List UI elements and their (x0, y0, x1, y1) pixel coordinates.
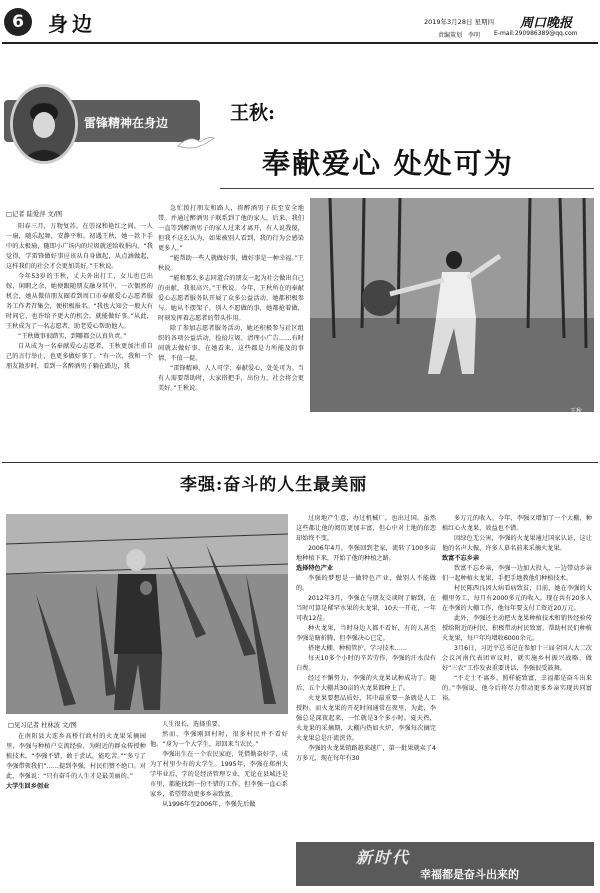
lei-feng-portrait-icon (13, 87, 75, 161)
bottom-banner-left: 新时代 (356, 848, 411, 867)
paragraph: 搭建大棚、种植管护、学习技术…… (308, 645, 407, 652)
section-title: 身边 (48, 12, 96, 36)
story2-headline: 李强:奋斗的人生最美丽 (180, 475, 368, 495)
editor-line: 责编策划 李明 (438, 32, 481, 39)
paragraph: “不走土不离乡，照样能致富，幸福都是奋斗出来的。”李强说，他今后将尽力带动更多乡亲实现共同富裕。 (442, 675, 592, 702)
bottom-banner-right: 幸福都是奋斗出来的 (420, 868, 519, 881)
paragraph: 除了参加志愿者服务活动，她还积极参与社区组织的各项公益活动，捡拾垃圾、清理小广告……有时间就去做好事，在她看来，这些都是力所能及的事情，不值一提。 (158, 325, 304, 362)
story1-headline: 奉献爱心 处处可为 (262, 147, 514, 180)
section-subhead: 选择特色产业 (296, 565, 334, 572)
section-subhead: 大学生回乡创业 (6, 783, 50, 790)
paragraph: 李强的梦想是一做特色产业，做别人不能做的。 (296, 575, 436, 592)
headline-rule (220, 188, 594, 189)
paragraph: 此外，李强还主动把火龙果种植技术和销售经验传授给附近的村民，积极带动村民致富，帮助村民们种植火龙果，每户年均增收6000余元。 (442, 615, 592, 642)
paragraph: 火龙果要想品质好，其中最重要一条就是人工授粉。而火龙果的开花时间通常在夜里，为此，李强总是深夜起来，一忙就是3个多小时。夏天热，火龙果的采摘期，大棚内热如火炉，李强每次摘完火龙果总是汗流浃背。 (296, 695, 436, 742)
paragraph: “能和那么多志同道合的朋友一起为社会做出自己的贡献，我很高兴。”王秋说。今年，王秋所在的奉献爱心志愿者服务队开展了众多公益活动，她都积极参与。她从不摆架子，别人不愿做的事，她都抢着做，时刻发挥着志愿者的带头作用。 (158, 275, 304, 322)
paragraph: 每天10多个小时的辛苦劳作，李强的汗水没有白费。 (296, 655, 436, 672)
story1-banner-label: 雷锋精神在身边 (84, 116, 169, 130)
paragraph: 然而，李强刚回村时，很多村民并不看好他。“身为一个大学生，却回来当农民。” (150, 731, 288, 748)
paragraph: 村民陈西良因大病看病致贫，目前，她在李强的大棚里务工，每月有2000多元的收入。现在共有20多人在李强的大棚工作，他每年要支付工资近20万元。 (442, 585, 592, 612)
story2-byline: □见习记者 杜林波 文/图 (8, 722, 77, 729)
paragraph: 种火龙果，当时身边人都不看好，有的人甚至李强是瞎折腾，但李强决心已定。 (296, 625, 436, 642)
date-line: 2019年3月28日 星期四 (424, 18, 495, 26)
page-number: 6 (12, 12, 24, 32)
paragraph: “雷锋精神，人人可学；奉献爱心，处处可为。当有人需要帮助时，大家搭把手，出份力，社会将会更美好。”王秋说。 (158, 365, 304, 392)
paragraph: 致富不忘乡亲，李强一边加大投入，一边带动乡亲们一起种植火龙果，手把手地教他们种植技术。 (442, 565, 592, 582)
paragraph: 阳春三月，万物复苏，在崇禄和艳红之间，一人一扇，随乐起舞，安静平和。初遇王秋，她一款下手中的太极扇，随即小广场内的垃圾就送给收捐内。“我觉得，学雷锋做好事应该从自身做起，从点滴做起，这样我们的社会才会更加美好。”王秋说。 (6, 223, 153, 270)
story1-column-2 (158, 204, 304, 458)
paragraph: 李强出生在一个农民家庭，凭借勤奋好学，成为了村里少有的大学生。1995年，李强在郑州大学毕业后，学的是经济管理专业，无论在县城还是市里，都能找到一份不错的工作。但李强一直心系家乡，希望带动更多乡亲致富。 (150, 751, 288, 798)
email-line: E-mail:290986389@qq.com (494, 30, 578, 37)
paragraph: 人生很长，选择重要。 (162, 721, 224, 728)
story2-column-2 (150, 720, 288, 884)
header-rule (2, 42, 598, 44)
paragraph: 今年53岁的王秋，丈夫外出打工，女儿也已出嫁，闲暇之余，她便跟随朋友融身其中，一次偶然的机会，她从微信朋友圈看到周口市奉献爱心志愿者服务工作者召集会，便积极报名。“我也大知会一般大有时间它，也许给予更大的机会，就能做好事。”从此，王秋成为了一名志愿者，助老爱心帮助他人。 (6, 273, 153, 330)
portrait-medallion (10, 84, 78, 164)
paragraph: “王秋做事很踏实，到哪都会认真负责。” (18, 333, 127, 340)
story1-name-title: 王秋: (230, 102, 276, 124)
paragraph: 李强的火龙果销路越来越广，第一批果就卖了4万多元，现在每年有30 (296, 745, 436, 762)
section-subhead: 致富不忘乡亲 (442, 555, 480, 562)
tai-chi-photo-image (310, 198, 594, 412)
paragraph: 从1996年至2006年，李强先后做 (162, 801, 256, 808)
story2-column-4 (442, 514, 592, 838)
dragon-fruit-greenhouse-image (6, 514, 288, 714)
paragraph: 2012年3月，李强在与朋友交谈时了解到，在当时可算是稀罕水果的火龙果，10天一开花，一年可收12茬。 (296, 595, 436, 622)
story2-column-3 (296, 514, 436, 838)
paragraph: 自从成为一名奉献爱心志愿者，王秋更加注重自己的言行举止，也更多做好事了。“有一次，我和一个朋友散步时，看到一名醉酒男子躺在路边，我 (6, 343, 153, 370)
dove-icon (176, 132, 216, 152)
page-number-badge (4, 8, 32, 36)
section-divider (2, 462, 598, 463)
paragraph: 经过不懈努力，李强的火龙果试种成功了。随后，五个大棚共30亩的火龙果都种上了。 (296, 675, 436, 692)
story1-byline: □记者 陆爱萍 文/图 (6, 211, 63, 218)
story1-photo-caption: 王秋 (570, 408, 583, 415)
paragraph: 因绿色无公害，李强的火龙果通过国家认证，这让他的名声大振，许多人慕名前来采摘火龙果。 (442, 535, 592, 552)
paragraph: 2006年4月，李强回到老家，流转了100多亩地种植下来，开始了他的种植之路。 (296, 545, 436, 562)
bottom-banner (296, 842, 594, 886)
paragraph: 3月6日，习近平总书记在参加十三届全国人大二次会议河南代表团审议时，就实施乡村振兴战略、做好“三农”工作发表重要讲话，李强很受鼓舞。 (442, 645, 592, 672)
story1-column-1 (6, 222, 153, 458)
story1-photo (310, 198, 594, 412)
masthead-logo: 周口晚报 (520, 16, 573, 31)
story2-column-1 (6, 732, 146, 884)
paragraph: 在南阳县大连乡高桥行政村的火龙果采摘园里，李强与种植户交流经验、为附近的群众传授种植技术。“李强不错，敢于尝试，能吃苦。”“多亏了李强带领我们”……提到李强，村民们赞不绝口。对此，李强说：“只有奋斗的人生才是最美丽的。” (6, 733, 146, 780)
paragraph: 多万元的收入。今年，李强又增加了一个大棚，种植红心火龙果，效益也不错。 (442, 515, 592, 532)
paragraph: “能帮助一些人就做好事，做好事是一种幸福。”王秋说。 (158, 255, 304, 272)
story2-photo (6, 514, 288, 714)
paragraph: 过房地产生意，办过机械厂，也出过国。虽然这些都让他的阅历更加丰富，但心中对土地的依恋却始终不变。 (296, 515, 436, 542)
paragraph: 急忙拨打朋友和路人，将醉酒男子扶至安全地带。并通过醉酒男子联系到了他的家人，后来，我们一直等到醉酒男子的家人过来才离开，有人说我傻，但我不这么认为，如果被别人看到，我的行为会感染更多人。” (158, 205, 304, 252)
